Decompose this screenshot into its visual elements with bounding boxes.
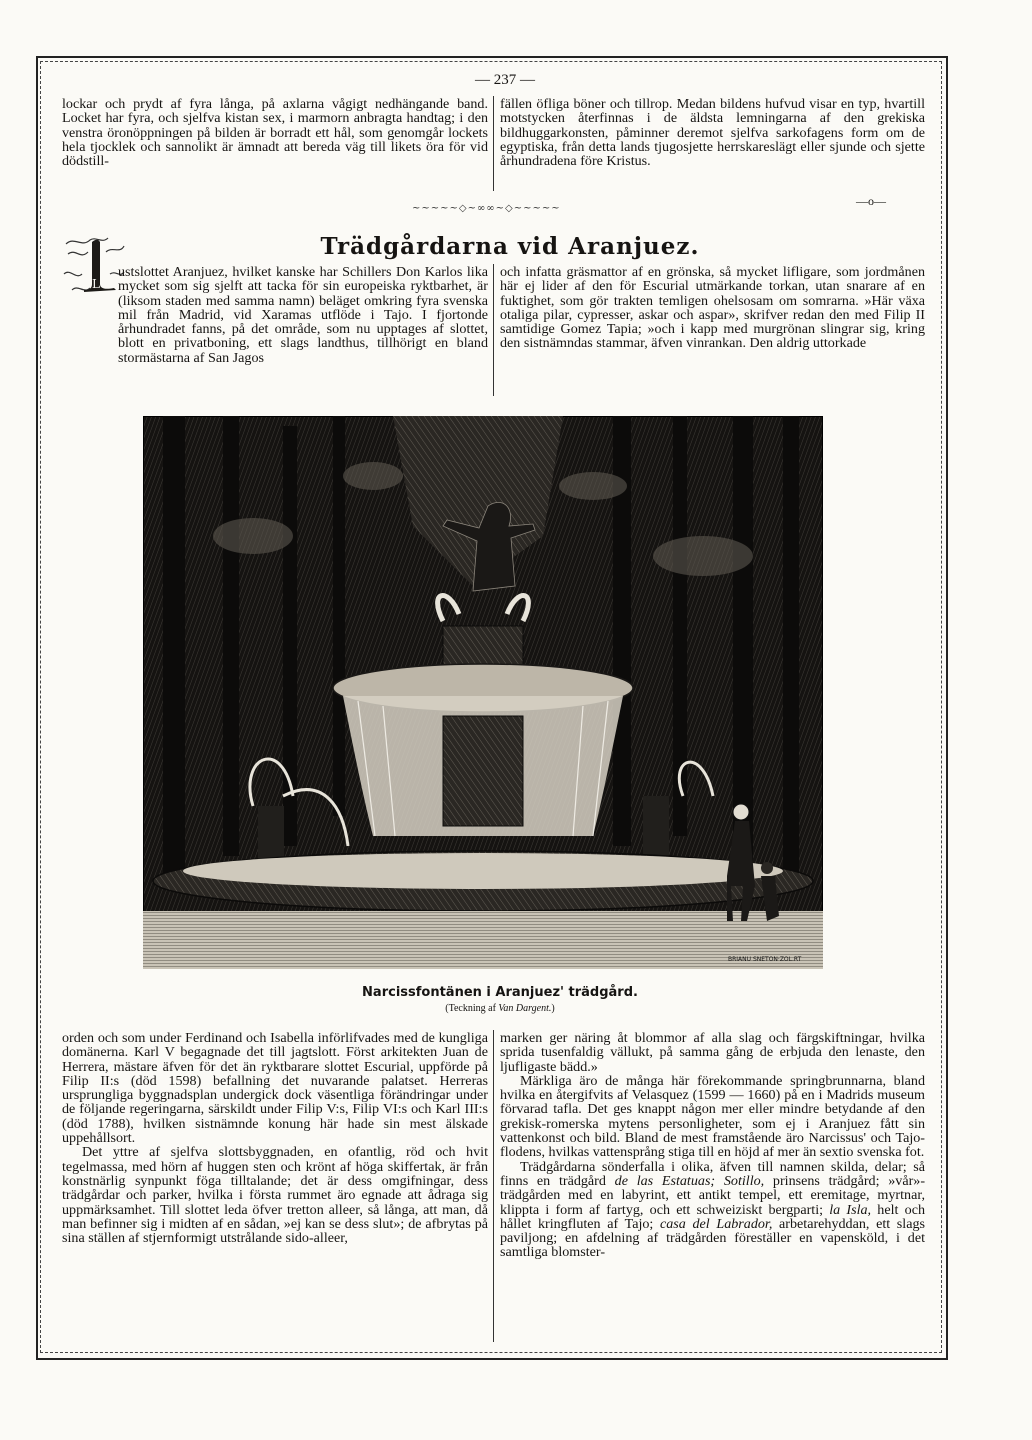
bottom-right-paragraph-1: marken ger näring åt blommor af alla slag och färgskiftningar, hvilka sprida tusenfaldig vällukt, på samma gång de erbjuda den lenaste, den ljufligaste bädd.» — [500, 1030, 925, 1075]
p3-text-e: helt och hållet kringfluten af Tajo; — [500, 1201, 925, 1232]
intro-right-text: och infatta gräsmattor af en grönska, så mycket lifligare, som jordmånen här ej lider af den för Escurial utmärkande torkan, utan snarare af en fuktighet, som gör trakten temligen ohelsosam om somrarna. »Här växa otaliga pilar, cypresser, askar och aspar», skrifver redan den med Filip II samtidige Gomez Tapia; »och i kapp med murgrönan slingrar sig, kring den sistnämndas stammar, äfven vinrankan. Den aldrig uttorkade — [500, 264, 925, 352]
end-mark: —o— — [856, 194, 886, 208]
bottom-left-paragraph-1: orden och som under Ferdinand och Isabella införlifvades med de kungliga domänerna. Karl V begagnade det till jagtslott. Först arkitekten Juan de Herrera, mästare äfven för det än ryktbarare slottet Escurial, uppförde på Filip II:s (död 1598) befallning det nuvarande palatset. Herreras ursprungliga byggnadsplan undergick dock väsentliga förändringar under de följande regeringarna, särskildt under Filip V:s, Filip VI:s och Karl III:s (död 1788), hvilken sistnämnde konung här hade sin mest älskade uppehållsort. — [62, 1030, 488, 1147]
top-left-text: lockar och prydt af fyra långa, på axlarna vågigt nedhängande band. Locket har fyra, och sjelfva kistan sex, i marmorn anbragta handtag; i den venstra öronöppningen på bilden är borradt ett hål, som genomgår lockets hela tjocklek och sannolikt är ämnadt att bereda väg till likets öra för vid dödstill- — [62, 96, 488, 170]
top-right-column — [500, 97, 925, 168]
column-rule-bottom — [493, 1030, 494, 1342]
credit-suffix: ) — [551, 1003, 555, 1014]
figure-caption: Narcissfontänen i Aranjuez' trädgård. — [362, 985, 638, 1000]
article-title: Trädgårdarna vid Aranjuez. — [320, 233, 700, 260]
p3-text-c: prinsens trädgård; »vår»-trädgården med en labyrint, ett antikt tempel, ett eremitage, myrtnar, klippta i form af fartyg, och ett schweiziskt bergparti; — [500, 1172, 926, 1218]
p3-text-g: arbetarehyddan, ett slags paviljong; en afdelning af trädgården föreställer en vapensköld, i det samtliga blomster- — [500, 1215, 925, 1261]
column-rule-intro — [493, 264, 494, 396]
engraver-signature: BRIANU SNETON·ZOL.RT — [728, 956, 802, 963]
top-left-column — [62, 97, 488, 168]
credit-prefix: (Teckning af — [445, 1003, 496, 1014]
top-right-text: fällen öfliga böner och tillrop. Medan bildens hufvud visar en typ, hvartill motstycken återfinnas i de äldsta lemningarna af den grekiska bildhuggarkonsten, påminner deremot sjelfva sarkofagens form om de egyptiska, från detta lands tjugosjette herrskareslägt eller sjunde och sjette århundradena före Kristus. — [500, 96, 925, 170]
p3-text-a: Trädgårdarna sönderfalla i olika, äfven till namnen skilda, delar; så finns en trädgård — [500, 1158, 925, 1189]
column-rule-top — [493, 96, 494, 191]
bottom-left-paragraph-2: Det yttre af sjelfva slottsbyggnaden, en ofantlig, röd och hvit tegelmassa, med hörn af huggen sten och krönt af höga skiffertak, är från konstnärlig synpunkt föga tilltalande; det är dess omgifningar, dess trädgårdar och parker, hvilka i första rummet äro egnade att ådraga sig uppmärksamhet. Till slottet leda öfver tretton alleer, så långa, att man, då man befinner sig i midten af en sådan, »ej kan se dess slut»; de afbrytas på sina ställen af stjernformigt utstrålande sido-alleer, — [62, 1144, 488, 1247]
intro-right-column — [500, 265, 925, 351]
intro-left-text: ustslottet Aranjuez, hvilket kanske har Schillers Don Karlos lika mycket som sig sjelft att tacka för sin europeiska ryktbarhet, är (liksom staden med samma namn) beläget omkring fyra svenska mil från Madrid, vid Xaramas utflöde i Tajo. I fjortonde århundradet fanns, på det område, som nu upptages af slottet, blott en privatboning, ett slags landthus, tillhörigt en bland stormästarna af San Jagos — [118, 264, 488, 366]
credit-artist: Van Dargent. — [498, 1003, 552, 1014]
page-number: — 237 — — [475, 72, 535, 88]
bottom-right-paragraph-2: Märkliga äro de många här förekommande springbrunnarna, bland hvilka en återgifvits af Velasquez (1599 — 1660) på en i Madrids museum förvarad tafla. Det ges knappt någon mer eller mindre betydande af den grekisk-romerska mytens personligheter, som ej i Aranjuez fått sin vattenkonst och bild. Bland de mest framstående äro Narcissus' och Tajo-flodens, hvilkas vattensprång stiga till en höjd af mer än sextio svenska fot. — [500, 1072, 925, 1161]
p3-italic-labrador: casa del Labrador, — [660, 1215, 773, 1232]
p3-italic-isla: la Isla, — [829, 1201, 872, 1218]
intro-left-column — [62, 265, 488, 395]
p3-italic-estatuas: de las Estatuas; Sotillo, — [614, 1172, 765, 1189]
fountain-engraving — [143, 416, 823, 969]
bottom-right-paragraph-3 — [500, 1160, 925, 1260]
section-separator-ornament: ~~~~~◇~∞∞~◇~~~~~ — [412, 203, 561, 214]
dropcap-letter: L — [92, 277, 100, 291]
figure-credit — [300, 1003, 700, 1014]
bottom-right-column — [500, 1031, 925, 1260]
bottom-left-column — [62, 1031, 488, 1245]
